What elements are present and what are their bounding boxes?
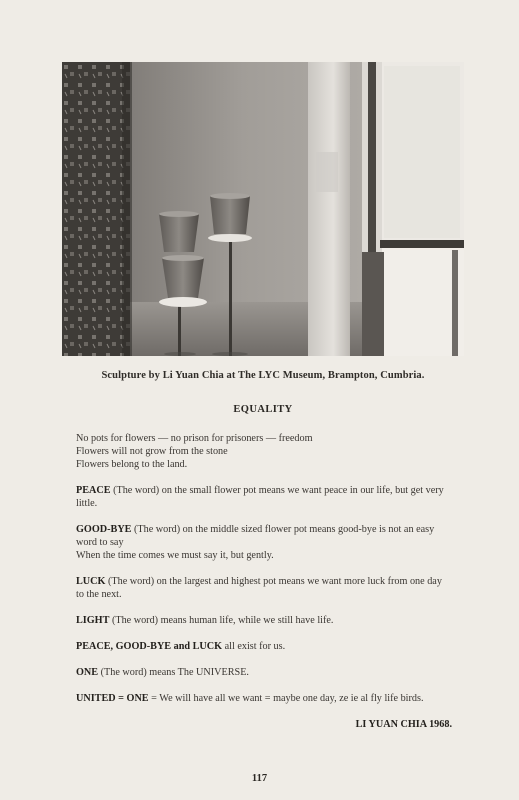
- text-goodbye-line2: When the time comes we must say it, but gently.: [76, 550, 274, 561]
- term-luck: LUCK: [76, 576, 106, 587]
- text-one: (The word) means The UNIVERSE.: [98, 667, 249, 678]
- poem-title: EQUALITY: [233, 404, 293, 415]
- term-all: PEACE, GOOD-BYE and LUCK: [76, 641, 223, 652]
- signature: LI YUAN CHIA 1968.: [355, 719, 452, 730]
- text-light: (The word) means human life, while we still have life.: [109, 615, 334, 626]
- text-united: = We will have all we want = maybe one day, ze ie al fly life birds.: [148, 693, 424, 704]
- term-light: LIGHT: [76, 615, 110, 626]
- paragraph-light: [76, 614, 452, 627]
- photo-caption: Sculpture by Li Yuan Chia at The LYC Museum, Brampton, Cumbria.: [101, 370, 425, 381]
- poem-line: Flowers will not grow from the stone: [76, 446, 228, 457]
- term-goodbye: GOOD-BYE: [76, 524, 132, 535]
- paragraph-luck: [76, 575, 452, 601]
- text-peace: (The word) on the small flower pot means we want peace in our life, but get very little.: [76, 485, 444, 509]
- text-luck: (The word) on the largest and highest pot means we want more luck from one day to the next.: [76, 576, 442, 600]
- paragraph-goodbye: [76, 523, 452, 562]
- paragraph-united: [76, 692, 452, 705]
- opening-stanza: [76, 432, 452, 471]
- poem-line: Flowers belong to the land.: [76, 459, 188, 470]
- sculpture-photo: [62, 62, 464, 356]
- paragraph-peace: [76, 484, 452, 510]
- paragraph-one: [76, 666, 452, 679]
- poem-line: No pots for flowers — no prison for prisoners — freedom: [76, 433, 313, 444]
- text-goodbye: (The word) on the middle sized flower pot means good-bye is not an easy word to say: [76, 524, 435, 548]
- page-number: 117: [251, 773, 268, 784]
- text-all: all exist for us.: [222, 641, 286, 652]
- term-united: UNITED = ONE: [76, 693, 149, 704]
- term-peace: PEACE: [76, 485, 111, 496]
- term-one: ONE: [76, 667, 99, 678]
- poem-body: [76, 432, 452, 731]
- paragraph-all: [76, 640, 452, 653]
